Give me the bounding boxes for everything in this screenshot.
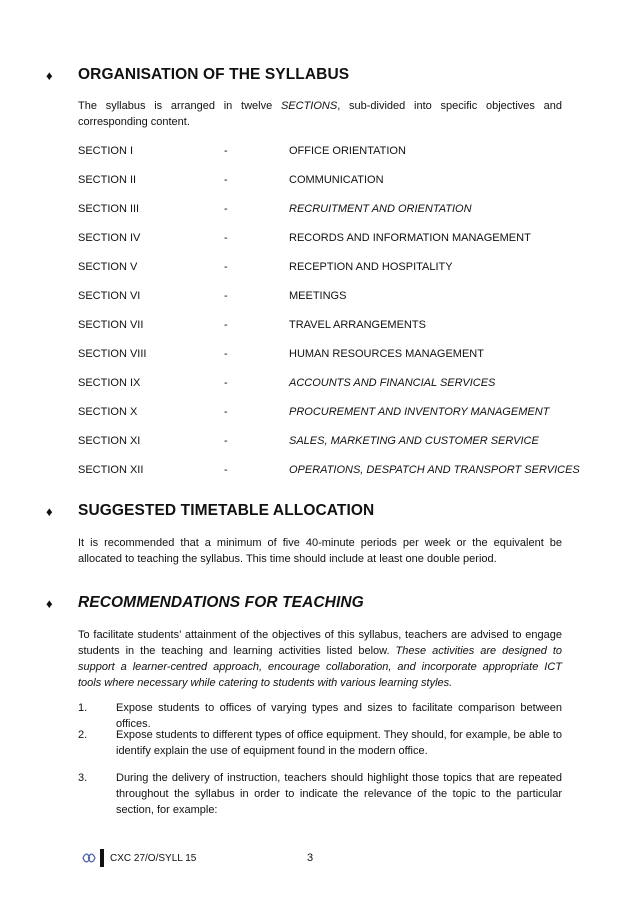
section-dash: - <box>224 261 228 273</box>
section-title: HUMAN RESOURCES MANAGEMENT <box>289 348 484 360</box>
section-dash: - <box>224 232 228 244</box>
section-title: OFFICE ORIENTATION <box>289 145 406 157</box>
list-item-text: Expose students to different types of office equipment. They should, for example, be able to identify explain the use of equipment found in the modern office. <box>116 729 562 757</box>
section-title: COMMUNICATION <box>289 174 384 186</box>
recommendations-intro-emphasis: These activities are designed to support a learner-centred approach, encourage collaboration, and incorporate appropriate ICT tools where necessary while catering to students with various learning styles. <box>78 645 562 689</box>
section-dash: - <box>224 174 228 186</box>
intro-text: The syllabus is arranged in twelve <box>78 100 281 112</box>
section-label: SECTION II <box>78 174 137 186</box>
diamond-bullet-icon: ♦ <box>46 595 53 611</box>
section-title: RECORDS AND INFORMATION MANAGEMENT <box>289 232 531 244</box>
recommendations-intro <box>78 627 562 691</box>
section-label: SECTION III <box>78 203 140 215</box>
section-row <box>78 317 558 333</box>
section-dash: - <box>224 290 228 302</box>
recommendations-heading-text: RECOMMENDATIONS FOR TEACHING <box>78 594 364 611</box>
section-row <box>78 346 558 362</box>
page-number: 3 <box>307 852 314 864</box>
intro-emphasis: SECTIONS <box>280 100 338 112</box>
section-row <box>78 172 558 188</box>
recommendations-intro-text: To facilitate students’ attainment of the objectives of this syllabus, teachers are advised to engage students in the teaching and learning activities listed below. <box>78 629 562 657</box>
section-label: SECTION XI <box>78 435 141 447</box>
section-title: TRAVEL ARRANGEMENTS <box>289 319 426 331</box>
section-dash: - <box>224 377 228 389</box>
section-dash: - <box>224 145 228 157</box>
section-dash: - <box>224 203 228 215</box>
section-row <box>78 375 558 391</box>
section-label: SECTION IX <box>78 377 141 389</box>
intro-text-end: , sub-divided into specific objectives and corresponding content. <box>78 100 562 128</box>
section-label: SECTION I <box>78 145 134 157</box>
timetable-text: It is recommended that a minimum of five 40-minute periods per week or the equivalent be allocated to teaching the syllabus. This time should include at least one double period. <box>78 537 562 565</box>
section-title: SALES, MARKETING AND CUSTOMER SERVICE <box>289 435 539 447</box>
section-dash: - <box>224 406 228 418</box>
organisation-intro <box>78 98 562 130</box>
section-dash: - <box>224 348 228 360</box>
section-title: OPERATIONS, DESPATCH AND TRANSPORT SERVICES <box>289 464 580 476</box>
section-row <box>78 230 558 246</box>
list-item-number: 2. <box>78 729 88 741</box>
diamond-bullet-icon: ♦ <box>46 67 53 83</box>
recommendations-heading <box>46 594 364 612</box>
section-row <box>78 288 558 304</box>
list-item-text: Expose students to offices of varying types and sizes to facilitate comparison between offices. <box>116 702 562 730</box>
section-dash: - <box>224 464 228 476</box>
section-dash: - <box>224 319 228 331</box>
section-row <box>78 404 558 420</box>
section-label: SECTION V <box>78 261 138 273</box>
list-item-number: 1. <box>78 702 88 714</box>
section-title: MEETINGS <box>289 290 347 302</box>
section-row <box>78 143 558 159</box>
section-row <box>78 433 558 449</box>
cxc-logo-icon <box>82 852 96 864</box>
section-row <box>78 259 558 275</box>
section-row <box>78 201 558 217</box>
timetable-heading-text: SUGGESTED TIMETABLE ALLOCATION <box>78 502 375 519</box>
footer-divider-bar <box>100 849 104 867</box>
section-title: ACCOUNTS AND FINANCIAL SERVICES <box>289 377 496 389</box>
footer <box>82 848 196 868</box>
section-label: SECTION IV <box>78 232 141 244</box>
section-title: RECRUITMENT AND ORIENTATION <box>289 203 472 215</box>
timetable-heading <box>46 502 374 520</box>
list-item-number: 3. <box>78 772 88 784</box>
section-label: SECTION VI <box>78 290 141 302</box>
list-item-text: During the delivery of instruction, teachers should highlight those topics that are repeated throughout the syllabus in order to indicate the relevance of the topic to the particular section, for example: <box>116 772 562 816</box>
section-dash: - <box>224 435 228 447</box>
organisation-heading-text: ORGANISATION OF THE SYLLABUS <box>78 66 350 83</box>
diamond-bullet-icon: ♦ <box>46 503 53 519</box>
section-label: SECTION X <box>78 406 138 418</box>
section-row <box>78 462 580 478</box>
syllabus-code: CXC 27/O/SYLL 15 <box>110 852 197 864</box>
section-label: SECTION XII <box>78 464 144 476</box>
section-title: RECEPTION AND HOSPITALITY <box>289 261 453 273</box>
organisation-heading <box>46 66 349 84</box>
section-label: SECTION VII <box>78 319 144 331</box>
section-title: PROCUREMENT AND INVENTORY MANAGEMENT <box>289 406 550 418</box>
section-label: SECTION VIII <box>78 348 147 360</box>
